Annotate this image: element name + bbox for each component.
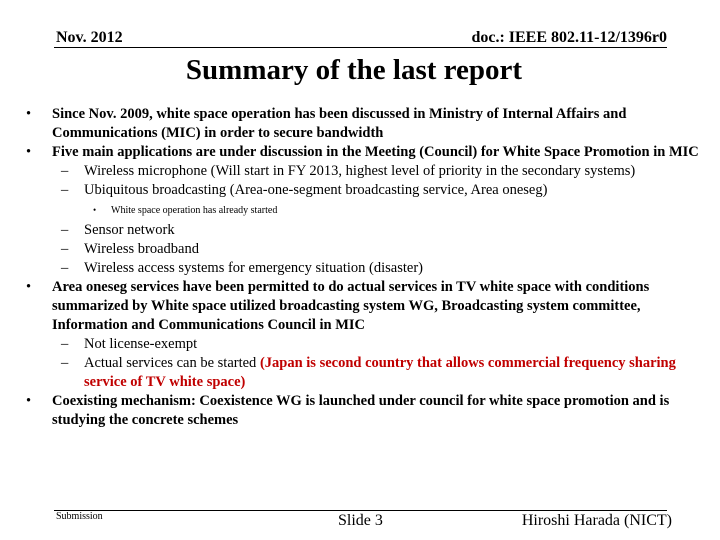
sub-bullet-actual-services xyxy=(0,354,704,392)
sub-bullet-text: Ubiquitous broadcasting (Area-one-segment broadcasting service, Area oneseg) xyxy=(84,182,548,198)
sub-bullet-wireless-broadband xyxy=(0,240,704,259)
footer-submission-label: Submission xyxy=(56,511,103,522)
dash-marker: – xyxy=(61,355,69,371)
highlight-text: (Japan is second country that allows commercial frequency sharing service of TV white space) xyxy=(84,355,676,390)
dash-marker: – xyxy=(61,260,69,276)
bullet-1-text: Since Nov. 2009, white space operation has been discussed in Ministry of Internal Affairs and Communications (MIC) in order to secure bandwidth xyxy=(52,106,627,141)
bullet-marker: • xyxy=(26,279,32,295)
bullet-marker: • xyxy=(26,106,32,122)
sub-bullet-sensor-network xyxy=(0,221,704,240)
sub-sub-bullet-text: White space operation has already started xyxy=(111,205,278,216)
bullet-1 xyxy=(0,105,702,143)
bullet-marker: • xyxy=(93,205,97,215)
footer-author: Hiroshi Harada (NICT) xyxy=(521,512,672,529)
sub-bullet-ubiquitous-broadcasting xyxy=(0,181,704,200)
dash-marker: – xyxy=(61,241,69,257)
bullet-4-text: Coexisting mechanism: Coexistence WG is launched under council for white space promotion and is studying the concrete schemes xyxy=(52,393,670,428)
footer-slide-number: Slide 3 xyxy=(338,512,383,529)
bullet-2-text: Five main applications are under discussion in the Meeting (Council) for White Space Promotion in MIC xyxy=(52,144,699,160)
dash-marker: – xyxy=(61,222,69,238)
sub-bullet-text: Sensor network xyxy=(84,222,175,238)
footer-divider xyxy=(54,510,667,511)
dash-marker: – xyxy=(61,182,69,198)
sub-bullet-emergency-access xyxy=(0,259,704,278)
sub-bullet-text: Not license-exempt xyxy=(84,336,198,352)
bullet-marker: • xyxy=(26,393,32,409)
sub-bullet-wireless-microphone xyxy=(0,162,704,181)
header-divider xyxy=(54,47,667,48)
bullet-3-text: Area oneseg services have been permitted to do actual services in TV white space with conditions summarized by White space utilized broadcasting system WG, Broadcasting system committee, Information and Communications Council in MIC xyxy=(52,279,650,333)
bullet-3 xyxy=(0,278,702,335)
sub-bullet-text: Wireless access systems for emergency situation (disaster) xyxy=(84,260,423,276)
header-doc-id: doc.: IEEE 802.11-12/1396r0 xyxy=(471,29,667,46)
sub-sub-bullet-note xyxy=(0,203,720,218)
slide-title: Summary of the last report xyxy=(185,54,523,86)
dash-marker: – xyxy=(61,336,69,352)
sub-bullet-not-license-exempt xyxy=(0,335,704,354)
bullet-marker: • xyxy=(26,144,32,160)
bullet-2 xyxy=(0,143,702,162)
slide-body xyxy=(0,105,720,430)
dash-marker: – xyxy=(61,163,69,179)
sub-bullet-text: Wireless microphone (Will start in FY 2013, highest level of priority in the secondary systems) xyxy=(84,163,636,179)
sub-bullet-text: Actual services can be started xyxy=(84,355,260,371)
sub-bullet-text: Wireless broadband xyxy=(84,241,199,257)
bullet-4 xyxy=(0,392,702,430)
header-date: Nov. 2012 xyxy=(56,29,123,46)
